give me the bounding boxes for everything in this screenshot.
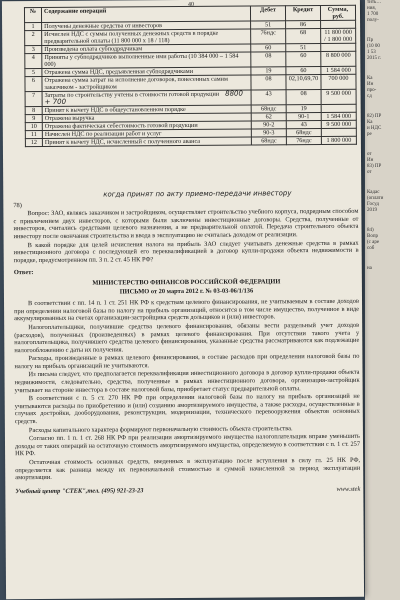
table-cell-debit: 90-3 <box>251 129 286 137</box>
handwritten-note: когда принят по акту приемо-передачи инвестору <box>103 189 292 199</box>
table-cell-text: Отражена сумма затрат на исполнение договоров, понесенных самим заказчиком - застройщиком <box>42 75 251 91</box>
answer-paragraph: Согласно пп. 1 п. 1 ст. 268 НК РФ при реализации амортизируемого имущества налогоплательщик вправе уменьшить доходы от таких операций на остаточную стоимость амортизируемого имущества, определяемую в соответствии с п. 1 ст. 257 НК РФ. <box>15 432 361 458</box>
facing-page-fragment: 82) ПР <box>367 114 382 119</box>
table-cell-credit: 60 <box>286 52 321 67</box>
table-cell-sum: 1 800 000 <box>321 136 356 144</box>
table-cell-debit: 68ндс <box>251 105 286 113</box>
table-cell-sum: 9 500 000 <box>321 120 356 128</box>
table-cell-n: 5 <box>25 68 42 76</box>
facing-page-fragment: Ка <box>367 120 373 125</box>
table-cell-debit: 68ндс <box>251 137 286 145</box>
table-cell-text: Затраты по строительству учтены в стоимости готовой продукции 8800 + 700 <box>42 90 251 106</box>
table-cell-credit: 51 <box>286 44 321 52</box>
table-cell-credit: 68 <box>286 29 321 44</box>
table-cell-credit: 60 <box>286 67 321 75</box>
facing-page-fragment: от <box>367 170 372 175</box>
facing-page-fragment: на <box>367 266 372 271</box>
table-cell-n: 9 <box>25 114 42 122</box>
table-cell-n: 3 <box>25 45 42 53</box>
table-header-cell: Кредит <box>285 6 320 21</box>
table-cell-sum <box>321 128 356 136</box>
table-cell-debit: 62 <box>251 113 286 121</box>
table-cell-credit: 86 <box>286 21 321 29</box>
table-cell-debit: 76ндс <box>251 29 286 44</box>
table-cell-n: 12 <box>25 138 42 146</box>
answer-paragraph: Остаточная стоимость основных средств, введенных в эксплуатацию после вступления в силу гл. 25 НК РФ, определяется как разница между их первоначальной стоимостью и суммой начисленной за период эксплуатации амортизации. <box>15 456 361 482</box>
table-cell-credit: 43 <box>286 121 321 129</box>
table-header-cell: Дебет <box>250 6 285 21</box>
body-text <box>13 190 360 497</box>
answer-paragraph: Налогоплательщики, получившие средства целевого финансирования, обязаны вести раздельный учет доходов (расходов), полученных (произведенных) в рамках целевого финансирования. При отсутствии такого учета у налогоплательщика, получившего средства целевого финансирования, указанные средства рассматриваются как подлежащие налогообложению с даты их получения. <box>14 321 360 354</box>
table-cell-sum <box>321 20 356 28</box>
facing-page-fragment: 84) <box>367 228 374 233</box>
facing-page-fragment: Ка <box>367 76 373 81</box>
facing-page-fragment: 2015 г. <box>367 56 381 61</box>
answer-paragraph: Расходы капитального характера формируют первоначальную стоимость объекта строительства. <box>28 424 293 434</box>
table-cell-n: 7 <box>25 91 42 106</box>
table-cell-text: Отражена фактическая себестоимость готовой продукции <box>42 121 251 130</box>
table-cell-sum <box>321 43 356 51</box>
table-cell-text: Отражена сумма НДС, предъявленная субподрядчиками <box>42 67 251 76</box>
table-header-cell: № <box>24 7 41 22</box>
footer-publisher: Учебный центр "СТЕК",тел. (495) 921-23-23 <box>15 487 144 495</box>
table-cell-text: Исчислен НДС с суммы полученных денежных средств в порядке предварительной оплаты (11 800 000 х 18 / 118) <box>42 29 251 45</box>
table-cell-text: Начислен НДС по реализации работ и услуг <box>42 129 251 138</box>
answer-paragraph: В соответствии с п. 5 ст. 270 НК РФ при определении налоговой базы по налогу на прибыль организаций не учитываются расходы по приобретению и (или) созданию амортизируемого имущества, а также расходы, осуществленные в случаях достройки, дооборудования, реконструкции, модернизации, технического перевооружения объектов основных средств. <box>14 393 360 426</box>
table-cell-debit: 90-2 <box>251 121 286 129</box>
table-cell-credit: 19 <box>286 105 321 113</box>
footer-website: www.stek <box>336 485 361 493</box>
table-cell-n: 4 <box>25 53 42 68</box>
table-cell-sum: 9 500 000 <box>321 89 356 104</box>
facing-page <box>365 0 400 600</box>
facing-page-fragment: 2019 <box>367 208 377 213</box>
facing-page-fragment: полу- <box>367 18 379 23</box>
table-cell-debit: 51 <box>251 21 286 29</box>
facing-page-fragment: сд <box>367 94 372 99</box>
facing-page-fragment: ния, <box>367 6 376 11</box>
answer-paragraph: В соответствии с пп. 14 п. 1 ст. 251 НК РФ к средствам целевого финансирования, не учитываемым в составе доходов при определении налоговой базы по налогу на прибыль организаций, относится в том числе имущество, полученное в виде аккумулированных на счетах организации-застройщика средств дольщиков и (или) инвесторов. <box>14 297 360 323</box>
answer-paragraphs <box>14 298 360 482</box>
facing-page-fragment: от <box>367 152 372 157</box>
facing-page-fragment: ре <box>367 132 372 137</box>
table-cell-sum: 700 000 <box>321 74 356 89</box>
table-cell-text: Отражена выручка <box>42 113 251 122</box>
table-cell-text: Принят к вычету НДС, исчисленный с полученного аванса <box>42 137 251 146</box>
facing-page-fragment: Ин <box>367 158 374 163</box>
table-cell-sum: 11 800 000 / 1 800 000 <box>321 28 356 43</box>
table-cell-sum: 1 584 000 <box>321 112 356 120</box>
table-cell-credit: 02,10,69,70 <box>286 75 321 90</box>
facing-page-fragment: (с аре <box>367 240 380 245</box>
table-cell-credit: 68ндс <box>286 129 321 137</box>
facing-page-fragment: 1 700 <box>367 12 379 17</box>
facing-page-fragment: и НДС <box>367 126 382 131</box>
table-cell-credit: 76ндс <box>286 137 321 145</box>
answer-paragraph: Расходы, произведенные в рамках целевого финансирования, в составе расходов при определении налоговой базы по налогу на прибыль организаций не учитываются. <box>14 353 360 371</box>
facing-page-fragment: (10 00 <box>367 44 380 49</box>
table-cell-text: Приняты у субподрядчиков выполненные ими работы (10 384 000 – 1 584 000) <box>42 52 251 68</box>
facing-page-fragment: соб <box>367 246 375 251</box>
document-page <box>2 0 364 599</box>
table-cell-credit: 08 <box>286 90 321 105</box>
table-cell-text: Произведена оплата субподрядчикам <box>42 44 251 53</box>
facing-page-fragment: Кадас <box>367 190 380 195</box>
facing-page-fragment: Пр <box>367 38 374 43</box>
facing-page-fragment: Госуд <box>367 202 379 207</box>
answer-label: Ответ: <box>13 269 34 277</box>
handwritten-sum: 8800 + 700 <box>44 89 243 106</box>
facing-page-fragment: 83) ПР <box>367 164 382 169</box>
table-cell-text: Принят к вычету НДС в общеустановленном порядке <box>42 105 251 114</box>
table-cell-n: 10 <box>25 122 42 130</box>
question-text: Вопрос: ЗАО, являясь заказчиком и застройщиком, осуществляет строительство учебного корпуса, подрядным способом с привлечением двух инвесторов, с которыми были заключены инвестиционные договоры. Средства, полученные от инвесторов, считались средствами целевого назначения, а не предварительной оплатой. Передача строительного объекта инвестору после окончания строительства и ввода в эксплуатацию не считалась доходом от реализации. <box>13 207 359 241</box>
question-number: 78) <box>13 201 22 209</box>
table-cell-sum: 8 800 000 <box>321 51 356 66</box>
facing-page-fragment: тить… <box>367 0 382 5</box>
facing-page-fragment: про- <box>367 88 377 93</box>
page-number: 40 <box>187 1 194 8</box>
table-cell-credit: 90-1 <box>286 113 321 121</box>
question-text-cont: В какой порядке для целей исчисления налога на прибыль ЗАО следует учитывать денежные средства в рамках инвестиционного договора с последующей его переквалификацией в договор купли-продажи объекта недвижимости в порядке, предусмотренном пп. 3 п. 2 ст. 45 НК РФ? <box>13 239 359 264</box>
table-cell-sum <box>321 104 356 112</box>
letter-reference: ПИСЬМО от 20 марта 2012 г. № 03-03-06/1/136 <box>119 287 254 295</box>
table-cell-n: 6 <box>25 76 42 91</box>
answer-paragraph: Из письма следует, что предполагается переквалификация инвестиционного договора в договор купли-продажи объекта недвижимости, следовательно, средства, полученные в рамках инвестиционного договора, организация-застройщик учитывает на стороне инвестора в составе налоговой базы, приобретает статус предварительной оплаты. <box>14 369 360 394</box>
table-cell-n: 8 <box>25 106 42 114</box>
table-cell-n: 2 <box>25 30 42 45</box>
table-cell-debit: 08 <box>251 52 286 67</box>
facing-page-fragment: 1 53 <box>367 50 376 55</box>
table-cell-sum: 1 584 000 <box>321 66 356 74</box>
table-cell-text: Получены денежные средства от инвесторов <box>42 21 251 30</box>
table-cell-n: 1 <box>25 22 42 30</box>
table-cell-n: 11 <box>25 130 42 138</box>
facing-page-fragment: Вопр <box>367 234 379 239</box>
table-header-cell: Содержание операций <box>41 6 250 22</box>
facing-page-fragment: (оплати <box>367 196 384 201</box>
table-cell-debit: 08 <box>251 75 286 90</box>
table-row <box>25 136 356 146</box>
facing-page-fragment: Ин <box>367 82 374 87</box>
table-cell-debit: 43 <box>251 90 286 105</box>
footer <box>15 486 360 496</box>
table-cell-debit: 19 <box>251 67 286 75</box>
table-cell-debit: 60 <box>251 44 286 52</box>
ministry-title: МИНИСТЕРСТВО ФИНАНСОВ РОССИЙСКОЙ ФЕДЕРАЦИИ <box>92 278 281 287</box>
operations-table <box>24 5 357 147</box>
table-header-cell: Сумма, руб. <box>320 5 355 20</box>
